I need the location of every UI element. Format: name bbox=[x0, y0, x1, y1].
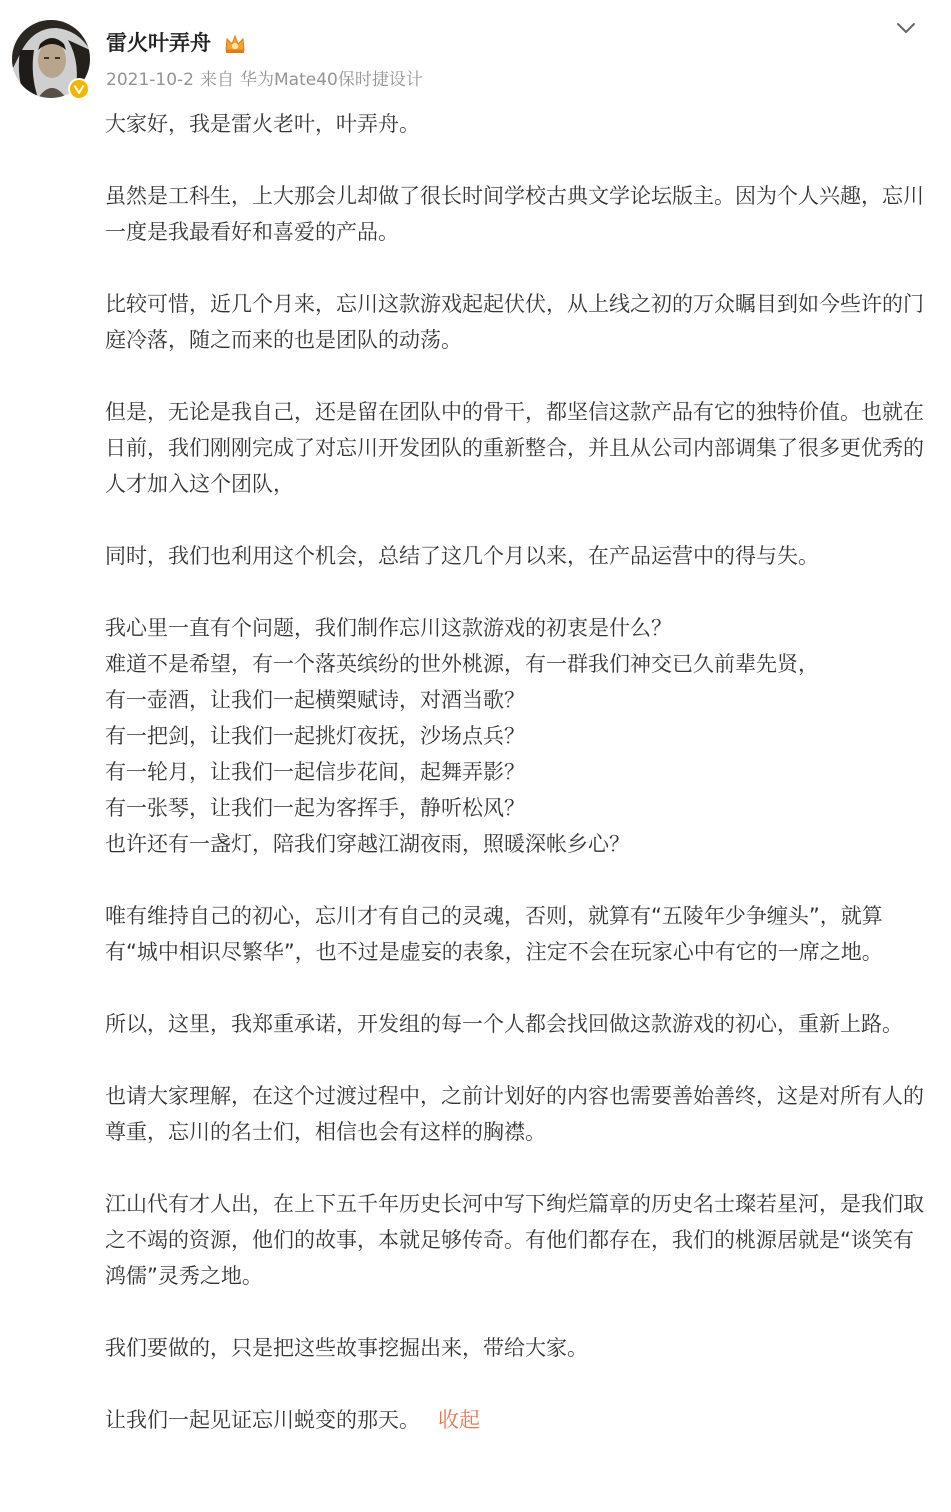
paragraph: 但是，无论是我自己，还是留在团队中的骨干，都坚信这款产品有它的独特价值。也就在日前，我们刚刚完成了对忘川开发团队的重新整合，并且从公司内部调集了很多更优秀的人才加入这个团队， bbox=[105, 400, 924, 496]
source-prefix: 来自 bbox=[199, 70, 234, 90]
paragraph: 大家好，我是雷火老叶，叶弄舟。 bbox=[105, 112, 420, 136]
collapse-link[interactable]: 收起 bbox=[438, 1408, 480, 1432]
paragraph: 我们要做的，只是把这些故事挖掘出来，带给大家。 bbox=[105, 1336, 588, 1360]
poem-line: 有一壶酒，让我们一起横槊赋诗，对酒当歌？ bbox=[105, 688, 525, 712]
poem-line: 有一张琴，让我们一起为客挥手，静听松风？ bbox=[105, 796, 525, 820]
post-device: 华为Mate40保时捷设计 bbox=[239, 70, 423, 90]
paragraph: 所以，这里，我郑重承诺，开发组的每一个人都会找回做这款游戏的初心，重新上路。 bbox=[105, 1012, 903, 1036]
poem-line: 难道不是希望，有一个落英缤纷的世外桃源，有一群我们神交已久前辈先贤， bbox=[105, 652, 819, 676]
last-paragraph-text: 让我们一起见证忘川蜕变的那天。 bbox=[105, 1408, 420, 1432]
paragraph: 江山代有才人出，在上下五千年历史长河中写下绚烂篇章的历史名士璨若星河，是我们取之不竭的资源，他们的故事，本就足够传奇。有他们都存在，我们的桃源居就是“谈笑有鸿儒”灵秀之地。 bbox=[105, 1192, 924, 1288]
poem-line: 也许还有一盏灯，陪我们穿越江湖夜雨，照暖深帐乡心？ bbox=[105, 832, 630, 856]
chevron-down-icon[interactable] bbox=[893, 16, 919, 40]
poem-line: 我心里一直有个问题，我们制作忘川这款游戏的初衷是什么？ bbox=[105, 616, 672, 640]
verified-v-icon bbox=[68, 78, 90, 100]
last-paragraph bbox=[105, 1402, 925, 1438]
paragraph: 比较可惜，近几个月来，忘川这款游戏起起伏伏，从上线之初的万众瞩目到如今些许的门庭冷落，随之而来的也是团队的动荡。 bbox=[105, 292, 924, 352]
post-meta bbox=[106, 67, 429, 93]
paragraph: 唯有维持自己的初心，忘川才有自己的灵魂，否则，就算有“五陵年少争缠头”，就算有“城中相识尽繁华”，也不过是虚妄的表象，注定不会在玩家心中有它的一席之地。 bbox=[105, 904, 883, 964]
paragraph: 同时，我们也利用这个机会，总结了这几个月以来，在产品运营中的得与失。 bbox=[105, 544, 819, 568]
poem-line: 有一把剑，让我们一起挑灯夜抚，沙场点兵？ bbox=[105, 724, 525, 748]
post-date[interactable]: 2021-10-2 bbox=[106, 70, 194, 90]
poem-line: 有一轮月，让我们一起信步花间，起舞弄影？ bbox=[105, 760, 525, 784]
author-name[interactable]: 雷火叶弄舟 bbox=[106, 31, 211, 55]
crown-icon[interactable] bbox=[223, 32, 247, 56]
paragraph: 也请大家理解，在这个过渡过程中，之前计划好的内容也需要善始善终，这是对所有人的尊重，忘川的名士们，相信也会有这样的胸襟。 bbox=[105, 1084, 924, 1144]
paragraph: 虽然是工科生，上大那会儿却做了很长时间学校古典文学论坛版主。因为个人兴趣，忘川一度是我最看好和喜爱的产品。 bbox=[105, 184, 924, 244]
post-content bbox=[105, 106, 925, 1438]
